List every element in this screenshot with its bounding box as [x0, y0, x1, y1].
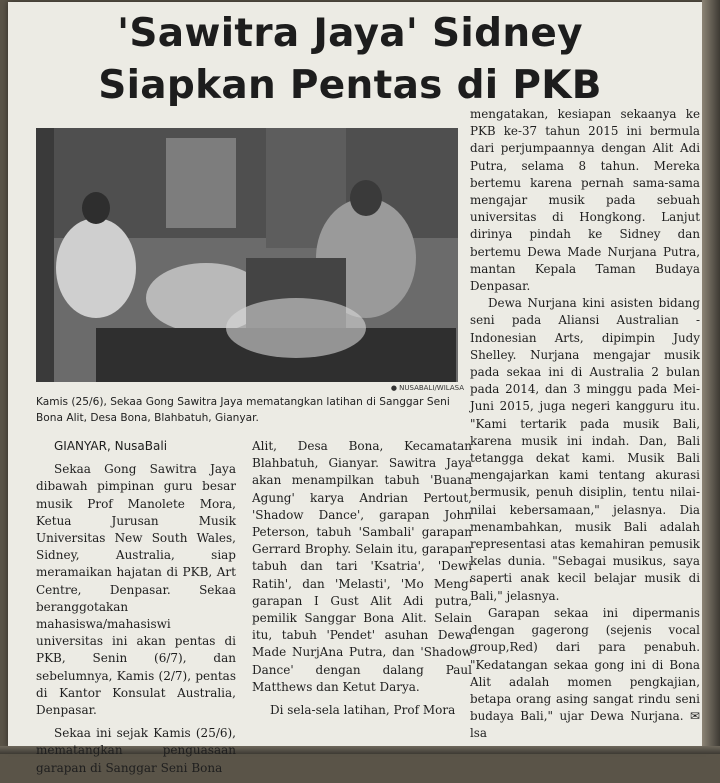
- article-photo: [36, 128, 458, 382]
- article-column-3: [470, 106, 700, 743]
- article-column-2: [252, 438, 472, 725]
- paragraph: Sekaa Gong Sawitra Jaya dibawah pimpinan guru besar musik Prof Manolete Mora, Ketua Jurusan Musik Universitas New South Wales, Sidney, Australia, siap meramaikan hajatan di PKB, Art Centre, Denpasar. Sekaa beranggotakan mahasiswa/mahasiswi universitas ini akan pentas di PKB, Senin (6/7), dan sebelumnya, Kamis (2/7), pentas di Kantor Konsulat Australia, Denpasar.: [36, 462, 236, 718]
- article-column-1: [36, 438, 236, 783]
- paragraph: Di sela-sela latihan, Prof Mora: [270, 703, 456, 718]
- article-headline: 'Sawitra Jaya' Sidney Siapkan Pentas di PKB: [98, 11, 602, 108]
- paragraph: Sekaa ini sejak Kamis (25/6), mematangkan penguasaan garapan di Sanggar Seni Bona: [36, 726, 236, 775]
- dateline: GIANYAR, NusaBali: [54, 439, 168, 453]
- gamelan-rehearsal-photo: [36, 128, 458, 382]
- paragraph: Alit, Desa Bona, Kecamatan Blahbatuh, Gianyar. Sawitra Jaya akan menampilkan tabuh 'Buana Agung' karya Andrian Pertout, 'Shadow Dance', garapan John Peterson, tabuh 'Sambali' garapan Gerrard Brophy. Selain itu, garapan tabuh dan tari 'Ksatria', 'Dewi Ratih', dan 'Melasti', 'Mo Meng' garapan I Gust Alit Adi putra, pemilik Sanggar Bona Alit. Selain itu, tabuh 'Pendet' asuhan Dewa Made NurjAna Putra, dan 'Shadow Dance' dengan dalang Paul Matthews dan Ketut Darya.: [252, 439, 472, 694]
- photo-caption: Kamis (25/6), Sekaa Gong Sawitra Jaya mematangkan latihan di Sanggar Seni Bona Alit, Desa Bona, Blahbatuh, Gianyar.: [36, 396, 450, 424]
- paragraph: Dewa Nurjana kini asisten bidang seni pada Aliansi Australian - Indonesian Arts, dipimpin Judy Shelley. Nurjana mengajar musik pada sekaa ini di Australia 2 bulan pada 2014, dan 3 minggu pada Mei-Juni 2015, juga negeri kangguru itu. "Kami tertarik pada musik Bali, karena musik ini indah. Dan, Bali tetangga dekat kami. Musik Bali mengajarkan kami tentang akurasi bermusik, penuh disiplin, tentu nilai-nilai kebersamaan," jelasnya. Dia menambahkan, musik Bali adalah representasi atas kemahiran pemusik kelas dunia. "Sebagai musikus, saya saperti anak kecil belajar musik di Bali," jelasnya.: [470, 296, 700, 603]
- paragraph: mengatakan, kesiapan sekaanya ke PKB ke-37 tahun 2015 ini bermula dari perjumpaannya dengan Alit Adi Putra, selama 8 tahun. Mereka bertemu karena pernah sama-sama mengajar musik pada sebuah universitas di Hongkong. Lanjut dirinya pindah ke Sidney dan bertemu Dewa Made Nurjana Putra, mantan Kepala Taman Budaya Denpasar.: [470, 107, 700, 294]
- page-edge-shadow: [702, 0, 720, 754]
- paragraph: Garapan sekaa ini dipermanis dengan gagerong (sejenis vocal group,Red) dari para penabuh. "Kedatangan sekaa gong ini di Bona Alit adalah momen pengkajian, betapa orang asing sangat rindu seni budaya Bali," ujar Dewa Nurjana. ✉ lsa: [470, 605, 700, 741]
- photo-credit: ● NUSABALI/WILASA: [390, 384, 464, 392]
